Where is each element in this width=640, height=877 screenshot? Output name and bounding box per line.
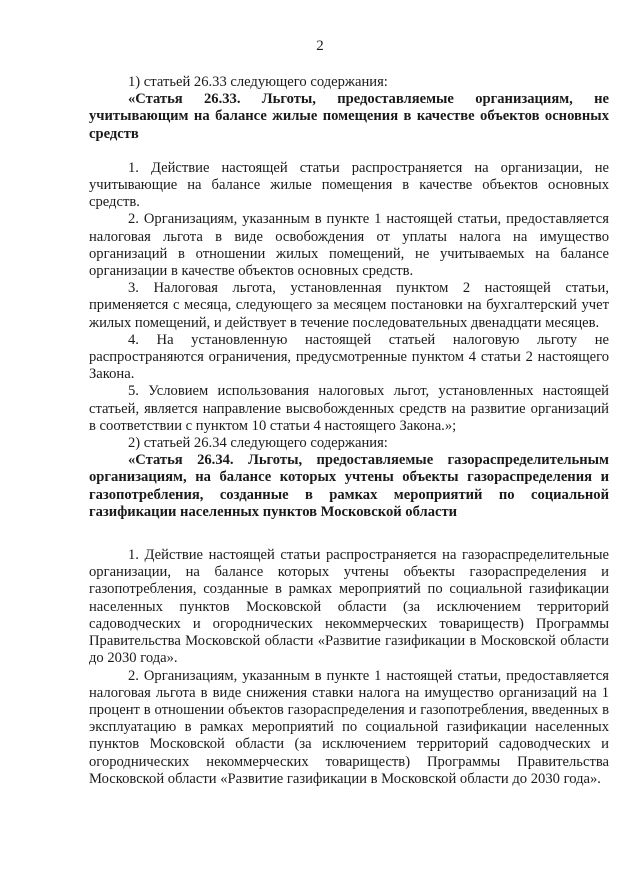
article-26-33-item-2: 2. Организациям, указанным в пункте 1 настоящей статьи, предоставляется налоговая льгота в виде освобождения от уплаты налога на имущество организаций в отношении жилых помещений, не учитываемых на балансе организации в качестве объектов основных средств. bbox=[89, 211, 609, 280]
article-26-33-item-1: 1. Действие настоящей статьи распространяется на организации, не учитывающие на балансе жилые помещения в качестве объектов основных средств. bbox=[89, 159, 609, 211]
article-26-34-item-2: 2. Организациям, указанным в пункте 1 настоящей статьи, предоставляется налоговая льгота в виде снижения ставки налога на имущество организаций на 1 процент в отношении объектов газораспределения и газопотребления, введенных в эксплуатацию в рамках мероприятий по социальной газификации населенных пунктов Московской области (за исключением территорий садоводческих и огороднических некоммерческих товариществ) Программы Правительства Московской области «Развитие газификации в Московской области до 2030 года». bbox=[89, 667, 609, 787]
article-26-33-item-3: 3. Налоговая льгота, установленная пунктом 2 настоящей статьи, применяется с месяца, следующего за месяцем постановки на бухгалтерский учет жилых помещений, и действует в течение последовательных двенадцати месяцев. bbox=[89, 280, 609, 331]
intro-article-26-33: 1) статьей 26.33 следующего содержания: bbox=[128, 74, 388, 90]
article-26-33-item-5: 5. Условием использования налоговых льгот, установленных настоящей статьей, является направление высвобожденных средств на развитие организаций в соответствии с пунктом 10 статьи 4 настоящего Закона.»; bbox=[89, 383, 609, 434]
heading-article-26-34: «Статья 26.34. Льготы, предоставляемые газораспределительным организациям, на балансе которых учтены объекты газораспределения и газопотребления, созданные в рамках мероприятий по социальной газификации населенных пунктов Московской области bbox=[89, 452, 609, 520]
page-number: 2 bbox=[316, 38, 324, 54]
heading-article-26-33: «Статья 26.33. Льготы, предоставляемые организациям, не учитывающим на балансе жилые помещения в качестве объектов основных средств bbox=[89, 91, 609, 142]
document-body bbox=[89, 74, 609, 788]
article-26-33-item-4: 4. На установленную настоящей статьей налоговую льготу не распространяются ограничения, предусмотренные пунктом 4 статьи 2 настоящего Закона. bbox=[89, 331, 609, 383]
article-26-34-item-1: 1. Действие настоящей статьи распространяется на газораспределительные организации, на балансе которых учтены объекты газораспределения и газопотребления, созданные в рамках мероприятий по социальной газификации населенных пунктов Московской области (за исключением территорий садоводческих и огороднических некоммерческих товариществ) Программы Правительства Московской области «Развитие газификации в Московской области до 2030 года». bbox=[89, 547, 609, 667]
intro-article-26-34: 2) статьей 26.34 следующего содержания: bbox=[128, 435, 388, 452]
